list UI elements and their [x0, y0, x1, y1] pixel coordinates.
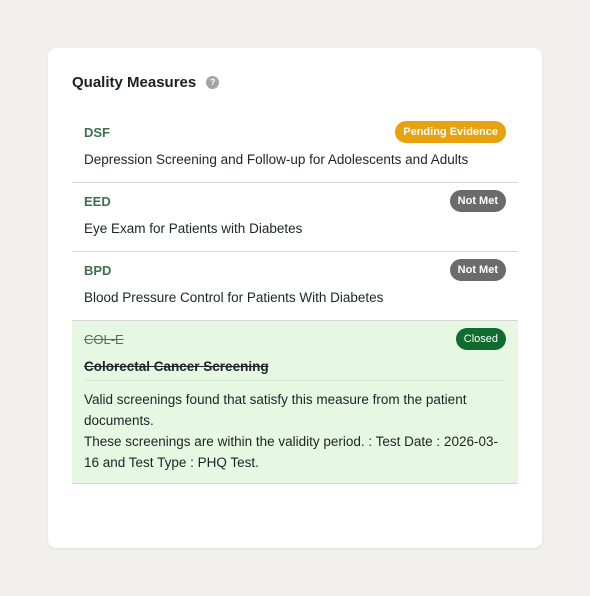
measure-description: Colorectal Cancer Screening: [84, 359, 506, 381]
status-badge: Pending Evidence: [395, 121, 506, 143]
measure-code: EED: [84, 193, 111, 209]
measure-code: DSF: [84, 124, 110, 140]
quality-measures-card: [48, 48, 542, 548]
measure-details: [84, 389, 506, 473]
status-badge: Closed: [456, 328, 506, 350]
measure-code: COL-E: [84, 331, 124, 347]
measure-item-col-e[interactable]: [72, 321, 518, 484]
measure-code: BPD: [84, 262, 112, 278]
status-badge: Not Met: [450, 190, 506, 212]
help-icon[interactable]: ?: [206, 76, 219, 89]
measure-description: Blood Pressure Control for Patients With Diabetes: [84, 290, 384, 305]
measure-description: Eye Exam for Patients with Diabetes: [84, 221, 303, 236]
measure-list: [72, 114, 518, 484]
card-title: Quality Measures: [72, 74, 197, 91]
measure-item-eed[interactable]: [72, 183, 518, 252]
measure-item-dsf[interactable]: [72, 114, 518, 183]
detail-line: Valid screenings found that satisfy this measure from the patient documents.: [84, 392, 467, 428]
measure-item-bpd[interactable]: [72, 252, 518, 321]
measure-description: Depression Screening and Follow-up for Adolescents and Adults: [84, 152, 469, 167]
detail-line: These screenings are within the validity period. : Test Date : 2026-03-16 and Test Type : PHQ Test.: [84, 434, 498, 470]
status-badge: Not Met: [450, 259, 506, 281]
card-header: [72, 74, 219, 91]
